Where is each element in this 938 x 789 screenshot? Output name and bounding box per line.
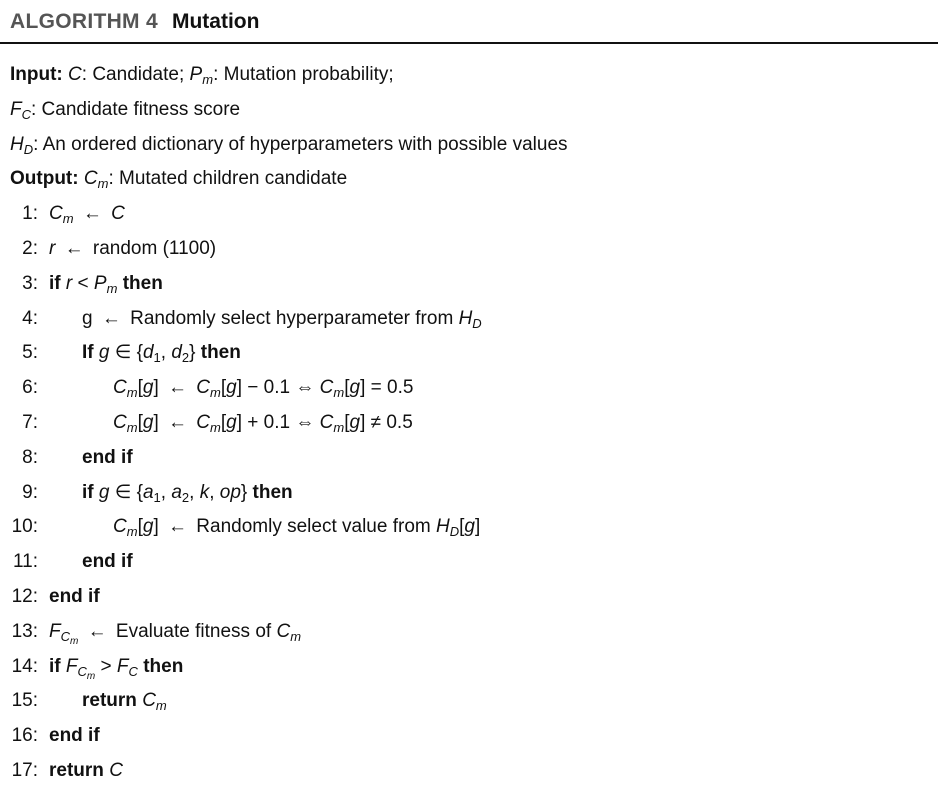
step-11: 11: end if (0, 545, 938, 580)
line-number: 13: (11, 620, 38, 642)
step-3: 3: if $r < P_m$ then (0, 267, 938, 302)
line-number: 8: (22, 446, 38, 468)
step-5: 5: If g ∈ {$d_1$, $d_2$} then (0, 336, 938, 371)
step-17: 17: return C (0, 754, 938, 789)
line-number: 1: (22, 203, 38, 225)
step-6: 6: $C_m[g]$ ← $C_m[g] - 0.1$ ⇔ $C_m[g] = 0.5$ (0, 371, 938, 406)
line-number: 12: (11, 585, 38, 607)
algorithm-name: Mutation (171, 10, 260, 33)
output-label: Output: (10, 168, 79, 190)
line-number: 3: (22, 272, 38, 294)
step-14: 14: if $F_{C_m} > F_C$ then (0, 650, 938, 685)
step-10: 10: $C_m[g]$ ← Randomly select value from $H_D[g]$ (0, 510, 938, 545)
step-16: 16: end if (0, 719, 938, 754)
algorithm-title (10, 10, 259, 38)
line-number: 6: (22, 377, 38, 399)
step-1: 1: $C_m$ ← C (0, 197, 938, 232)
title-rule (0, 42, 938, 44)
input-label: Input: (10, 64, 63, 85)
line-number: 9: (22, 481, 38, 503)
step-9: 9: if g ∈ {$a_1$, $a_2$, k, op} then (0, 476, 938, 511)
step-13: 13: $F_{C_m}$ ← Evaluate fitness of $C_m$ (0, 615, 938, 650)
line-number: 2: (22, 237, 38, 259)
line-number: 14: (11, 655, 38, 677)
step-12: 12: end if (0, 580, 938, 615)
algorithm-lines (0, 58, 938, 789)
fitness-line: $F_C$: Candidate fitness score (10, 98, 241, 122)
step-8: 8: end if (0, 441, 938, 476)
line-number: 16: (11, 725, 38, 747)
line-number: 5: (22, 342, 38, 364)
step-15: 15: return $C_m$ (0, 684, 938, 719)
step-2: 2: r ← random (1100) (0, 232, 938, 267)
output-line: Output: $C_m$: Mutated children candidate (10, 168, 348, 192)
line-number: 15: (11, 690, 38, 712)
algorithm-label: ALGORITHM 4 (10, 10, 158, 33)
dictionary-line: $H_D$: An ordered dictionary of hyperparameters with possible values (10, 133, 568, 157)
line-number: 4: (22, 307, 38, 329)
line-number: 10: (11, 516, 38, 538)
line-number: 7: (22, 411, 38, 433)
line-number: 17: (11, 759, 38, 781)
step-7: 7: $C_m[g]$ ← $C_m[g] + 0.1$ ⇔ $C_m[g] \ne 0.5$ (0, 406, 938, 441)
input-line: Input: C: Candidate; $P_m$: Mutation probability; (10, 64, 394, 87)
line-number: 11: (12, 551, 38, 573)
step-4: 4: g ← Randomly select hyperparameter from $H_D$ (0, 302, 938, 337)
